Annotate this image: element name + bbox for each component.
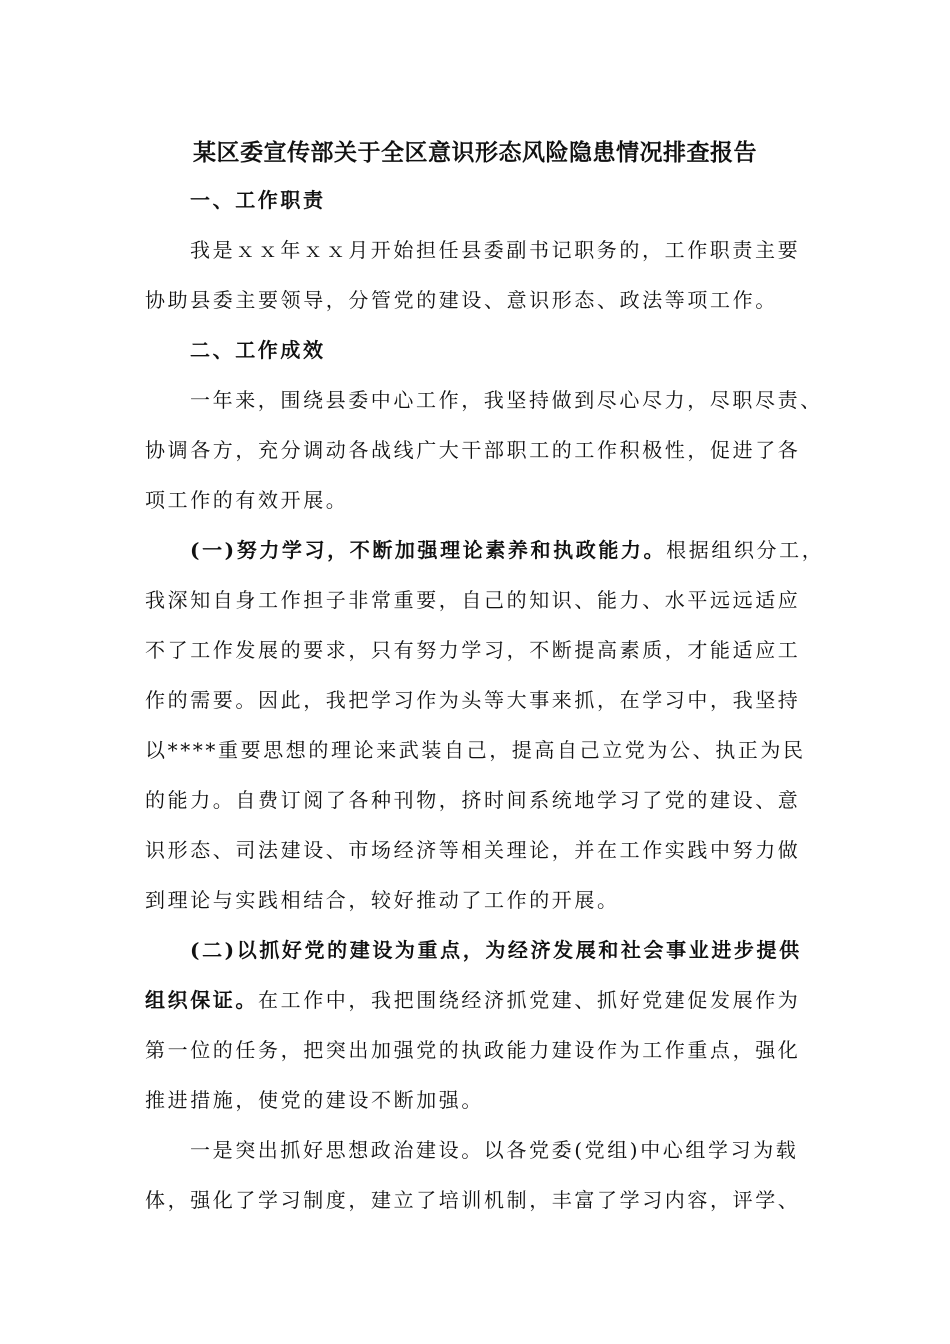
subheading-party-building: (二)以抓好党的建设为重点，为经济发展和社会事业进步提供 [190,938,802,962]
paragraph-line [190,534,824,566]
paragraph-line: 以****重要思想的理论来武装自己，提高自己立党为公、执正为民 [145,738,806,762]
subheading-party-building-cont: 组织保证。 [145,988,258,1012]
paragraph-line: 识形态、司法建设、市场经济等相关理论，并在工作实践中努力做 [145,838,801,862]
paragraph-line: 我是ｘｘ年ｘｘ月开始担任县委副书记职务的，工作职责主要 [190,238,801,262]
subheading-study: (一)努力学习，不断加强理论素养和执政能力。 [190,538,667,562]
paragraph-line: 协调各方，充分调动各战线广大干部职工的工作积极性，促进了各 [145,438,801,462]
paragraph-line: 项工作的有效开展。 [145,488,349,512]
document-title: 某区委宣传部关于全区意识形态风险隐患情况排查报告 [193,139,757,166]
paragraph-line [190,934,802,966]
section-heading-results: 二、工作成效 [190,338,326,362]
paragraph-line: 一是突出抓好思想政治建设。以各党委(党组)中心组学习为载 [190,1138,799,1162]
paragraph-text: 在工作中，我把围绕经济抓党建、抓好党建促发展作为 [258,988,801,1012]
paragraph-line: 作的需要。因此，我把学习作为头等大事来抓，在学习中，我坚持 [145,688,801,712]
paragraph-text: 根据组织分工， [666,538,825,562]
paragraph-line: 推进措施，使党的建设不断加强。 [145,1088,484,1112]
paragraph-line: 一年来，围绕县委中心工作，我坚持做到尽心尽力，尽职尽责、 [190,388,823,412]
paragraph-line: 我深知自身工作担子非常重要，自己的知识、能力、水平远远适应 [145,588,801,612]
paragraph-line: 的能力。自费订阅了各种刊物，挤时间系统地学习了党的建设、意 [145,788,801,812]
paragraph-line: 体，强化了学习制度，建立了培训机制，丰富了学习内容，评学、 [145,1188,801,1212]
paragraph-line: 第一位的任务，把突出加强党的执政能力建设作为工作重点，强化 [145,1038,801,1062]
paragraph-line: 协助县委主要领导，分管党的建设、意识形态、政法等项工作。 [145,288,778,312]
paragraph-line [145,984,800,1016]
paragraph-line: 到理论与实践相结合，较好推动了工作的开展。 [145,888,620,912]
section-heading-duties: 一、工作职责 [190,188,326,212]
paragraph-line: 不了工作发展的要求，只有努力学习，不断提高素质，才能适应工 [145,638,801,662]
